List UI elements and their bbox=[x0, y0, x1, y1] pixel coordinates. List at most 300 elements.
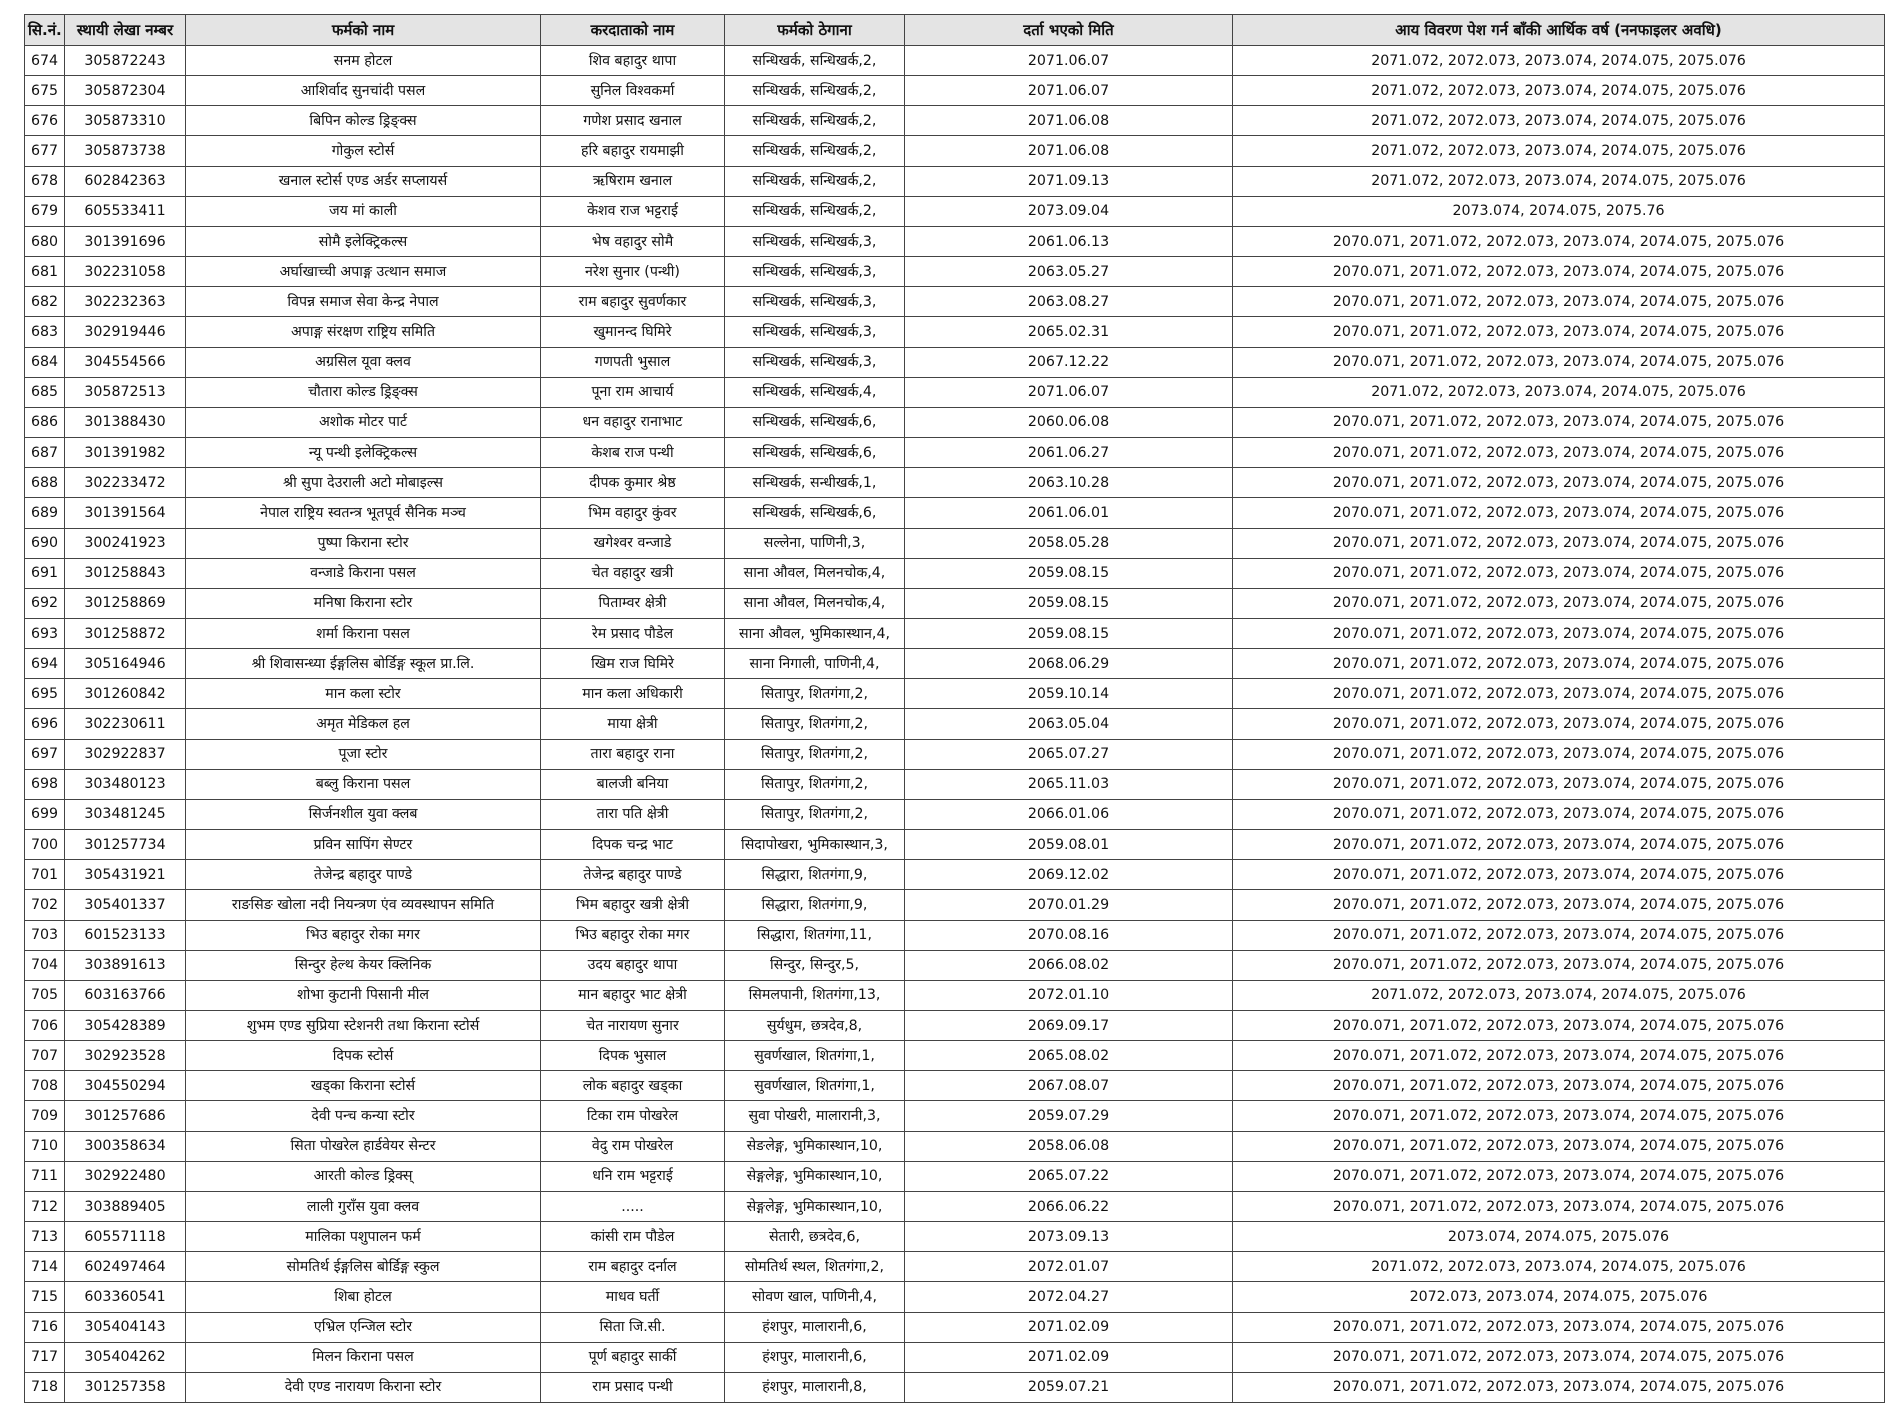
pan-cell: 302232363 bbox=[65, 287, 186, 317]
table-row bbox=[25, 558, 1885, 588]
pan-cell: 301258843 bbox=[65, 558, 186, 588]
serial-number-cell: 701 bbox=[25, 860, 65, 890]
firm-name-cell: श्री सुपा देउराली अटो मोबाइल्स bbox=[186, 468, 541, 498]
firm-address-cell: सितापुर, शितगंगा,2, bbox=[725, 679, 905, 709]
registration-date-cell: 2059.08.15 bbox=[905, 558, 1233, 588]
pending-fiscal-years-cell: 2073.074, 2074.075, 2075.76 bbox=[1233, 196, 1885, 226]
firm-name-cell: लाली गुराँस युवा क्लव bbox=[186, 1191, 541, 1221]
registration-date-cell: 2073.09.04 bbox=[905, 196, 1233, 226]
pending-fiscal-years-cell: 2070.071, 2071.072, 2072.073, 2073.074, 2074.075, 2075.076 bbox=[1233, 1041, 1885, 1071]
pending-fiscal-years-cell: 2070.071, 2071.072, 2072.073, 2073.074, 2074.075, 2075.076 bbox=[1233, 679, 1885, 709]
table-row bbox=[25, 1101, 1885, 1131]
pan-cell: 305404143 bbox=[65, 1312, 186, 1342]
pan-cell: 305431921 bbox=[65, 860, 186, 890]
firm-address-cell: सिमलपानी, शितगंगा,13, bbox=[725, 980, 905, 1010]
table-row bbox=[25, 407, 1885, 437]
serial-number-cell: 717 bbox=[25, 1342, 65, 1372]
pan-cell: 605533411 bbox=[65, 196, 186, 226]
firm-name-cell: सिन्दुर हेल्थ केयर क्लिनिक bbox=[186, 950, 541, 980]
pending-fiscal-years-cell: 2070.071, 2071.072, 2072.073, 2073.074, 2074.075, 2075.076 bbox=[1233, 558, 1885, 588]
pending-fiscal-years-cell: 2071.072, 2072.073, 2073.074, 2074.075, 2075.076 bbox=[1233, 166, 1885, 196]
serial-number-cell: 703 bbox=[25, 920, 65, 950]
registration-date-cell: 2063.10.28 bbox=[905, 468, 1233, 498]
firm-name-cell: सिता पोखरेल हार्डवेयर सेन्टर bbox=[186, 1131, 541, 1161]
table-row bbox=[25, 317, 1885, 347]
firm-name-cell: खनाल स्टोर्स एण्ड अर्डर सप्लायर्स bbox=[186, 166, 541, 196]
table-row bbox=[25, 860, 1885, 890]
serial-number-cell: 686 bbox=[25, 407, 65, 437]
serial-number-cell: 709 bbox=[25, 1101, 65, 1131]
firm-name-cell: वन्जाडे किराना पसल bbox=[186, 558, 541, 588]
pan-cell: 603360541 bbox=[65, 1282, 186, 1312]
serial-number-cell: 687 bbox=[25, 438, 65, 468]
table-row bbox=[25, 438, 1885, 468]
pan-cell: 305873310 bbox=[65, 106, 186, 136]
firm-name-cell: सोमै इलेक्ट्रिकल्स bbox=[186, 226, 541, 256]
firm-address-cell: सोवण खाल, पाणिनी,4, bbox=[725, 1282, 905, 1312]
non-filer-table bbox=[24, 14, 1885, 1403]
pending-fiscal-years-cell: 2070.071, 2071.072, 2072.073, 2073.074, 2074.075, 2075.076 bbox=[1233, 588, 1885, 618]
taxpayer-name-cell: केशव राज भट्टराई bbox=[541, 196, 725, 226]
serial-number-cell: 690 bbox=[25, 528, 65, 558]
firm-name-cell: तेजेन्द्र बहादुर पाण्डे bbox=[186, 860, 541, 890]
pending-fiscal-years-cell: 2071.072, 2072.073, 2073.074, 2074.075, 2075.076 bbox=[1233, 76, 1885, 106]
table-row bbox=[25, 1282, 1885, 1312]
pan-cell: 302922480 bbox=[65, 1161, 186, 1191]
pan-cell: 302922837 bbox=[65, 739, 186, 769]
header-row bbox=[25, 15, 1885, 46]
pending-fiscal-years-cell: 2072.073, 2073.074, 2074.075, 2075.076 bbox=[1233, 1282, 1885, 1312]
firm-name-cell: बब्लु किराना पसल bbox=[186, 769, 541, 799]
taxpayer-name-cell: ..... bbox=[541, 1191, 725, 1221]
registration-date-cell: 2065.07.22 bbox=[905, 1161, 1233, 1191]
firm-address-cell: सन्धिखर्क, सन्धिखर्क,3, bbox=[725, 347, 905, 377]
serial-number-cell: 715 bbox=[25, 1282, 65, 1312]
firm-address-cell: साना औवल, मिलनचोक,4, bbox=[725, 588, 905, 618]
firm-address-cell: हंशपुर, मालारानी,6, bbox=[725, 1312, 905, 1342]
serial-number-cell: 713 bbox=[25, 1222, 65, 1252]
serial-number-cell: 705 bbox=[25, 980, 65, 1010]
registration-date-cell: 2060.06.08 bbox=[905, 407, 1233, 437]
registration-date-cell: 2065.02.31 bbox=[905, 317, 1233, 347]
firm-name-cell: विपन्न समाज सेवा केन्द्र नेपाल bbox=[186, 287, 541, 317]
serial-number-cell: 680 bbox=[25, 226, 65, 256]
firm-address-cell: सन्धिखर्क, सन्धिखर्क,2, bbox=[725, 136, 905, 166]
firm-address-cell: सन्धिखर्क, सन्धिखर्क,6, bbox=[725, 407, 905, 437]
firm-name-cell: देवी एण्ड नारायण किराना स्टोर bbox=[186, 1372, 541, 1402]
firm-address-cell: सन्धिखर्क, सन्धिखर्क,2, bbox=[725, 76, 905, 106]
registration-date-cell: 2072.04.27 bbox=[905, 1282, 1233, 1312]
taxpayer-name-cell: सिता जि.सी. bbox=[541, 1312, 725, 1342]
registration-date-cell: 2061.06.13 bbox=[905, 226, 1233, 256]
taxpayer-name-cell: खिम राज घिमिरे bbox=[541, 649, 725, 679]
pan-cell: 301391982 bbox=[65, 438, 186, 468]
table-row bbox=[25, 769, 1885, 799]
firm-name-cell: श्री शिवासन्ध्या ईङ्गलिस बोर्डिङ्ग स्कूल प्रा.लि. bbox=[186, 649, 541, 679]
taxpayer-name-cell: भेष वहादुर सोमै bbox=[541, 226, 725, 256]
registration-date-cell: 2059.08.15 bbox=[905, 588, 1233, 618]
table-row bbox=[25, 287, 1885, 317]
registration-date-cell: 2059.08.15 bbox=[905, 618, 1233, 648]
pan-cell: 303889405 bbox=[65, 1191, 186, 1221]
serial-number-cell: 708 bbox=[25, 1071, 65, 1101]
pan-cell: 302919446 bbox=[65, 317, 186, 347]
firm-address-cell: सन्धिखर्क, सन्धिखर्क,3, bbox=[725, 257, 905, 287]
pan-cell: 305164946 bbox=[65, 649, 186, 679]
firm-name-cell: देवी पन्च कन्या स्टोर bbox=[186, 1101, 541, 1131]
table-row bbox=[25, 1312, 1885, 1342]
pending-fiscal-years-cell: 2070.071, 2071.072, 2072.073, 2073.074, 2074.075, 2075.076 bbox=[1233, 1101, 1885, 1131]
pan-cell: 301258872 bbox=[65, 618, 186, 648]
registration-date-cell: 2063.08.27 bbox=[905, 287, 1233, 317]
firm-address-cell: सन्धिखर्क, सन्धिखर्क,3, bbox=[725, 317, 905, 347]
taxpayer-name-cell: कांसी राम पौडेल bbox=[541, 1222, 725, 1252]
serial-number-cell: 677 bbox=[25, 136, 65, 166]
serial-number-cell: 679 bbox=[25, 196, 65, 226]
serial-number-cell: 695 bbox=[25, 679, 65, 709]
registration-date-cell: 2061.06.27 bbox=[905, 438, 1233, 468]
pan-cell: 305872513 bbox=[65, 377, 186, 407]
taxpayer-name-cell: राम बहादुर दर्नाल bbox=[541, 1252, 725, 1282]
table-row bbox=[25, 588, 1885, 618]
registration-date-cell: 2071.06.08 bbox=[905, 106, 1233, 136]
firm-address-cell: सितापुर, शितगंगा,2, bbox=[725, 769, 905, 799]
header-pending-fiscal-years: आय विवरण पेश गर्न बाँकी आर्थिक वर्ष (ननफाइलर अवधि) bbox=[1233, 15, 1885, 46]
firm-address-cell: सिदापोखरा, भुमिकास्थान,3, bbox=[725, 830, 905, 860]
serial-number-cell: 696 bbox=[25, 709, 65, 739]
firm-name-cell: पूजा स्टोर bbox=[186, 739, 541, 769]
registration-date-cell: 2071.06.07 bbox=[905, 46, 1233, 76]
firm-address-cell: सोमतिर्थ स्थल, शितगंगा,2, bbox=[725, 1252, 905, 1282]
firm-address-cell: सितापुर, शितगंगा,2, bbox=[725, 709, 905, 739]
pending-fiscal-years-cell: 2070.071, 2071.072, 2072.073, 2073.074, 2074.075, 2075.076 bbox=[1233, 468, 1885, 498]
registration-date-cell: 2065.07.27 bbox=[905, 739, 1233, 769]
pending-fiscal-years-cell: 2070.071, 2071.072, 2072.073, 2073.074, 2074.075, 2075.076 bbox=[1233, 830, 1885, 860]
pending-fiscal-years-cell: 2070.071, 2071.072, 2072.073, 2073.074, 2074.075, 2075.076 bbox=[1233, 1071, 1885, 1101]
pending-fiscal-years-cell: 2071.072, 2072.073, 2073.074, 2074.075, 2075.076 bbox=[1233, 106, 1885, 136]
firm-address-cell: साना औवल, भुमिकास्थान,4, bbox=[725, 618, 905, 648]
table-row bbox=[25, 226, 1885, 256]
pending-fiscal-years-cell: 2071.072, 2072.073, 2073.074, 2074.075, 2075.076 bbox=[1233, 136, 1885, 166]
firm-address-cell: सन्धिखर्क, सन्धिखर्क,3, bbox=[725, 226, 905, 256]
table-row bbox=[25, 468, 1885, 498]
registration-date-cell: 2071.06.07 bbox=[905, 377, 1233, 407]
serial-number-cell: 711 bbox=[25, 1161, 65, 1191]
serial-number-cell: 714 bbox=[25, 1252, 65, 1282]
firm-address-cell: सन्धिखर्क, सन्धिखर्क,2, bbox=[725, 196, 905, 226]
firm-address-cell: हंशपुर, मालारानी,6, bbox=[725, 1342, 905, 1372]
firm-address-cell: हंशपुर, मालारानी,8, bbox=[725, 1372, 905, 1402]
pending-fiscal-years-cell: 2070.071, 2071.072, 2072.073, 2073.074, 2074.075, 2075.076 bbox=[1233, 950, 1885, 980]
registration-date-cell: 2063.05.27 bbox=[905, 257, 1233, 287]
registration-date-cell: 2063.05.04 bbox=[905, 709, 1233, 739]
pan-cell: 304550294 bbox=[65, 1071, 186, 1101]
table-row bbox=[25, 679, 1885, 709]
taxpayer-name-cell: खगेश्वर वन्जाडे bbox=[541, 528, 725, 558]
firm-name-cell: आरती कोल्ड ड्रिक्स् bbox=[186, 1161, 541, 1191]
table-row bbox=[25, 950, 1885, 980]
firm-address-cell: सिद्धारा, शितगंगा,11, bbox=[725, 920, 905, 950]
registration-date-cell: 2066.08.02 bbox=[905, 950, 1233, 980]
registration-date-cell: 2073.09.13 bbox=[905, 1222, 1233, 1252]
table-row bbox=[25, 377, 1885, 407]
registration-date-cell: 2070.08.16 bbox=[905, 920, 1233, 950]
pending-fiscal-years-cell: 2070.071, 2071.072, 2072.073, 2073.074, 2074.075, 2075.076 bbox=[1233, 407, 1885, 437]
pan-cell: 301391696 bbox=[65, 226, 186, 256]
taxpayer-name-cell: तारा बहादुर राना bbox=[541, 739, 725, 769]
taxpayer-name-cell: माया क्षेत्री bbox=[541, 709, 725, 739]
serial-number-cell: 716 bbox=[25, 1312, 65, 1342]
taxpayer-name-cell: पूर्ण बहादुर सार्की bbox=[541, 1342, 725, 1372]
registration-date-cell: 2058.05.28 bbox=[905, 528, 1233, 558]
pending-fiscal-years-cell: 2070.071, 2071.072, 2072.073, 2073.074, 2074.075, 2075.076 bbox=[1233, 498, 1885, 528]
pending-fiscal-years-cell: 2070.071, 2071.072, 2072.073, 2073.074, 2074.075, 2075.076 bbox=[1233, 1372, 1885, 1402]
taxpayer-name-cell: राम बहादुर सुवर्णकार bbox=[541, 287, 725, 317]
firm-address-cell: सिद्धारा, शितगंगा,9, bbox=[725, 890, 905, 920]
pending-fiscal-years-cell: 2070.071, 2071.072, 2072.073, 2073.074, 2074.075, 2075.076 bbox=[1233, 860, 1885, 890]
serial-number-cell: 692 bbox=[25, 588, 65, 618]
taxpayer-name-cell: मान बहादुर भाट क्षेत्री bbox=[541, 980, 725, 1010]
registration-date-cell: 2059.07.29 bbox=[905, 1101, 1233, 1131]
firm-name-cell: जय मां काली bbox=[186, 196, 541, 226]
firm-address-cell: सन्धिखर्क, सन्धिखर्क,6, bbox=[725, 438, 905, 468]
pan-cell: 303891613 bbox=[65, 950, 186, 980]
taxpayer-name-cell: धन वहादुर रानाभाट bbox=[541, 407, 725, 437]
pending-fiscal-years-cell: 2070.071, 2071.072, 2072.073, 2073.074, 2074.075, 2075.076 bbox=[1233, 799, 1885, 829]
table-row bbox=[25, 1011, 1885, 1041]
pending-fiscal-years-cell: 2070.071, 2071.072, 2072.073, 2073.074, 2074.075, 2075.076 bbox=[1233, 1312, 1885, 1342]
taxpayer-name-cell: तारा पति क्षेत्री bbox=[541, 799, 725, 829]
firm-address-cell: सन्धिखर्क, सन्धिखर्क,2, bbox=[725, 166, 905, 196]
serial-number-cell: 698 bbox=[25, 769, 65, 799]
registration-date-cell: 2069.09.17 bbox=[905, 1011, 1233, 1041]
taxpayer-name-cell: दीपक कुमार श्रेष्ठ bbox=[541, 468, 725, 498]
taxpayer-name-cell: सुनिल विश्वकर्मा bbox=[541, 76, 725, 106]
registration-date-cell: 2071.06.07 bbox=[905, 76, 1233, 106]
table-row bbox=[25, 46, 1885, 76]
serial-number-cell: 718 bbox=[25, 1372, 65, 1402]
table-row bbox=[25, 1252, 1885, 1282]
table-row bbox=[25, 890, 1885, 920]
taxpayer-name-cell: पिताम्वर क्षेत्री bbox=[541, 588, 725, 618]
registration-date-cell: 2071.02.09 bbox=[905, 1342, 1233, 1372]
taxpayer-name-cell: चेत नारायण सुनार bbox=[541, 1011, 725, 1041]
pending-fiscal-years-cell: 2070.071, 2071.072, 2072.073, 2073.074, 2074.075, 2075.076 bbox=[1233, 287, 1885, 317]
registration-date-cell: 2059.07.21 bbox=[905, 1372, 1233, 1402]
table-row bbox=[25, 1372, 1885, 1402]
serial-number-cell: 681 bbox=[25, 257, 65, 287]
firm-name-cell: अशोक मोटर पार्ट bbox=[186, 407, 541, 437]
pending-fiscal-years-cell: 2070.071, 2071.072, 2072.073, 2073.074, 2074.075, 2075.076 bbox=[1233, 317, 1885, 347]
serial-number-cell: 704 bbox=[25, 950, 65, 980]
serial-number-cell: 706 bbox=[25, 1011, 65, 1041]
firm-address-cell: सेङलेङ्ग, भुमिकास्थान,10, bbox=[725, 1131, 905, 1161]
pending-fiscal-years-cell: 2070.071, 2071.072, 2072.073, 2073.074, 2074.075, 2075.076 bbox=[1233, 1011, 1885, 1041]
firm-address-cell: सन्धिखर्क, सन्धीखर्क,1, bbox=[725, 468, 905, 498]
pan-cell: 305872304 bbox=[65, 76, 186, 106]
registration-date-cell: 2061.06.01 bbox=[905, 498, 1233, 528]
serial-number-cell: 710 bbox=[25, 1131, 65, 1161]
pan-cell: 305872243 bbox=[65, 46, 186, 76]
taxpayer-name-cell: शिव बहादुर थापा bbox=[541, 46, 725, 76]
table-row bbox=[25, 257, 1885, 287]
pending-fiscal-years-cell: 2070.071, 2071.072, 2072.073, 2073.074, 2074.075, 2075.076 bbox=[1233, 257, 1885, 287]
pan-cell: 303480123 bbox=[65, 769, 186, 799]
serial-number-cell: 712 bbox=[25, 1191, 65, 1221]
firm-name-cell: अमृत मेडिकल हल bbox=[186, 709, 541, 739]
pending-fiscal-years-cell: 2070.071, 2071.072, 2072.073, 2073.074, 2074.075, 2075.076 bbox=[1233, 1191, 1885, 1221]
header-serial-number: सि.नं. bbox=[25, 15, 65, 46]
pan-cell: 301260842 bbox=[65, 679, 186, 709]
table-row bbox=[25, 1222, 1885, 1252]
firm-name-cell: भिउ बहादुर रोका मगर bbox=[186, 920, 541, 950]
pan-cell: 303481245 bbox=[65, 799, 186, 829]
table-row bbox=[25, 136, 1885, 166]
firm-name-cell: सनम होटल bbox=[186, 46, 541, 76]
pan-cell: 603163766 bbox=[65, 980, 186, 1010]
registration-date-cell: 2071.02.09 bbox=[905, 1312, 1233, 1342]
pan-cell: 305873738 bbox=[65, 136, 186, 166]
serial-number-cell: 691 bbox=[25, 558, 65, 588]
serial-number-cell: 693 bbox=[25, 618, 65, 648]
pan-cell: 305404262 bbox=[65, 1342, 186, 1372]
pan-cell: 602842363 bbox=[65, 166, 186, 196]
serial-number-cell: 682 bbox=[25, 287, 65, 317]
pan-cell: 301391564 bbox=[65, 498, 186, 528]
firm-name-cell: अपाङ्ग संरक्षण राष्ट्रिय समिति bbox=[186, 317, 541, 347]
taxpayer-name-cell: मान कला अधिकारी bbox=[541, 679, 725, 709]
firm-name-cell: दिपक स्टोर्स bbox=[186, 1041, 541, 1071]
table-row bbox=[25, 920, 1885, 950]
serial-number-cell: 707 bbox=[25, 1041, 65, 1071]
table-row bbox=[25, 1191, 1885, 1221]
firm-name-cell: बिपिन कोल्ड ड्रिङ्क्स bbox=[186, 106, 541, 136]
firm-name-cell: अर्घाखाच्ची अपाङ्ग उत्थान समाज bbox=[186, 257, 541, 287]
registration-date-cell: 2059.08.01 bbox=[905, 830, 1233, 860]
taxpayer-name-cell: खुमानन्द घिमिरे bbox=[541, 317, 725, 347]
firm-name-cell: चौतारा कोल्ड ड्रिङ्क्स bbox=[186, 377, 541, 407]
pan-cell: 301258869 bbox=[65, 588, 186, 618]
pending-fiscal-years-cell: 2070.071, 2071.072, 2072.073, 2073.074, 2074.075, 2075.076 bbox=[1233, 709, 1885, 739]
registration-date-cell: 2065.11.03 bbox=[905, 769, 1233, 799]
taxpayer-name-cell: हरि बहादुर रायमाझी bbox=[541, 136, 725, 166]
pending-fiscal-years-cell: 2070.071, 2071.072, 2072.073, 2073.074, 2074.075, 2075.076 bbox=[1233, 1161, 1885, 1191]
pan-cell: 300241923 bbox=[65, 528, 186, 558]
table-row bbox=[25, 166, 1885, 196]
taxpayer-name-cell: गणपती भुसाल bbox=[541, 347, 725, 377]
serial-number-cell: 700 bbox=[25, 830, 65, 860]
serial-number-cell: 683 bbox=[25, 317, 65, 347]
firm-name-cell: प्रविन सापिंग सेण्टर bbox=[186, 830, 541, 860]
firm-address-cell: सुर्यधुम, छत्रदेव,8, bbox=[725, 1011, 905, 1041]
pending-fiscal-years-cell: 2071.072, 2072.073, 2073.074, 2074.075, 2075.076 bbox=[1233, 46, 1885, 76]
pan-cell: 305401337 bbox=[65, 890, 186, 920]
registration-date-cell: 2065.08.02 bbox=[905, 1041, 1233, 1071]
table-row bbox=[25, 1161, 1885, 1191]
firm-address-cell: सन्धिखर्क, सन्धिखर्क,6, bbox=[725, 498, 905, 528]
firm-name-cell: आशिर्वाद सुनचांदी पसल bbox=[186, 76, 541, 106]
firm-name-cell: शिबा होटल bbox=[186, 1282, 541, 1312]
pending-fiscal-years-cell: 2070.071, 2071.072, 2072.073, 2073.074, 2074.075, 2075.076 bbox=[1233, 438, 1885, 468]
taxpayer-name-cell: केशब राज पन्थी bbox=[541, 438, 725, 468]
firm-name-cell: नेपाल राष्ट्रिय स्वतन्त्र भूतपूर्व सैनिक मञ्च bbox=[186, 498, 541, 528]
taxpayer-name-cell: भिम वहादुर कुंवर bbox=[541, 498, 725, 528]
firm-address-cell: सुवा पोखरी, मालारानी,3, bbox=[725, 1101, 905, 1131]
pan-cell: 302233472 bbox=[65, 468, 186, 498]
taxpayer-name-cell: नरेश सुनार (पन्थी) bbox=[541, 257, 725, 287]
firm-name-cell: खड्का किराना स्टोर्स bbox=[186, 1071, 541, 1101]
registration-date-cell: 2058.06.08 bbox=[905, 1131, 1233, 1161]
firm-address-cell: सन्धिखर्क, सन्धिखर्क,4, bbox=[725, 377, 905, 407]
table-row bbox=[25, 709, 1885, 739]
pan-cell: 301257358 bbox=[65, 1372, 186, 1402]
taxpayer-name-cell: दिपक चन्द्र भाट bbox=[541, 830, 725, 860]
firm-address-cell: सिद्धारा, शितगंगा,9, bbox=[725, 860, 905, 890]
firm-address-cell: साना औवल, मिलनचोक,4, bbox=[725, 558, 905, 588]
serial-number-cell: 699 bbox=[25, 799, 65, 829]
taxpayer-name-cell: भिम बहादुर खत्री क्षेत्री bbox=[541, 890, 725, 920]
table-row bbox=[25, 76, 1885, 106]
firm-name-cell: सिर्जनशील युवा क्लब bbox=[186, 799, 541, 829]
registration-date-cell: 2066.01.06 bbox=[905, 799, 1233, 829]
taxpayer-name-cell: राम प्रसाद पन्थी bbox=[541, 1372, 725, 1402]
registration-date-cell: 2071.06.08 bbox=[905, 136, 1233, 166]
pending-fiscal-years-cell: 2070.071, 2071.072, 2072.073, 2073.074, 2074.075, 2075.076 bbox=[1233, 347, 1885, 377]
taxpayer-name-cell: दिपक भुसाल bbox=[541, 1041, 725, 1071]
taxpayer-name-cell: पूना राम आचार्य bbox=[541, 377, 725, 407]
pan-cell: 605571118 bbox=[65, 1222, 186, 1252]
taxpayer-name-cell: माधव घर्ती bbox=[541, 1282, 725, 1312]
table-row bbox=[25, 1041, 1885, 1071]
registration-date-cell: 2070.01.29 bbox=[905, 890, 1233, 920]
firm-address-cell: सन्धिखर्क, सन्धिखर्क,3, bbox=[725, 287, 905, 317]
firm-name-cell: गोकुल स्टोर्स bbox=[186, 136, 541, 166]
pending-fiscal-years-cell: 2071.072, 2072.073, 2073.074, 2074.075, 2075.076 bbox=[1233, 980, 1885, 1010]
taxpayer-name-cell: बालजी बनिया bbox=[541, 769, 725, 799]
serial-number-cell: 688 bbox=[25, 468, 65, 498]
header-firm-name: फर्मको नाम bbox=[186, 15, 541, 46]
firm-address-cell: सुवर्णखाल, शितगंगा,1, bbox=[725, 1041, 905, 1071]
registration-date-cell: 2069.12.02 bbox=[905, 860, 1233, 890]
pending-fiscal-years-cell: 2070.071, 2071.072, 2072.073, 2073.074, 2074.075, 2075.076 bbox=[1233, 226, 1885, 256]
table-row bbox=[25, 1342, 1885, 1372]
registration-date-cell: 2066.06.22 bbox=[905, 1191, 1233, 1221]
firm-name-cell: राङसिङ खोला नदी नियन्त्रण एंव व्यवस्थापन समिति bbox=[186, 890, 541, 920]
table-row bbox=[25, 830, 1885, 860]
firm-name-cell: मालिका पशुपालन फर्म bbox=[186, 1222, 541, 1252]
table-row bbox=[25, 739, 1885, 769]
table-row bbox=[25, 799, 1885, 829]
taxpayer-name-cell: टिका राम पोखरेल bbox=[541, 1101, 725, 1131]
pending-fiscal-years-cell: 2073.074, 2074.075, 2075.076 bbox=[1233, 1222, 1885, 1252]
firm-name-cell: मिलन किराना पसल bbox=[186, 1342, 541, 1372]
table-row bbox=[25, 528, 1885, 558]
pan-cell: 302231058 bbox=[65, 257, 186, 287]
taxpayer-name-cell: भिउ बहादुर रोका मगर bbox=[541, 920, 725, 950]
pending-fiscal-years-cell: 2070.071, 2071.072, 2072.073, 2073.074, 2074.075, 2075.076 bbox=[1233, 739, 1885, 769]
pan-cell: 301257734 bbox=[65, 830, 186, 860]
serial-number-cell: 678 bbox=[25, 166, 65, 196]
serial-number-cell: 684 bbox=[25, 347, 65, 377]
registration-date-cell: 2072.01.10 bbox=[905, 980, 1233, 1010]
firm-name-cell: मान कला स्टोर bbox=[186, 679, 541, 709]
serial-number-cell: 674 bbox=[25, 46, 65, 76]
taxpayer-name-cell: लोक बहादुर खड्का bbox=[541, 1071, 725, 1101]
serial-number-cell: 689 bbox=[25, 498, 65, 528]
firm-name-cell: पुष्पा किराना स्टोर bbox=[186, 528, 541, 558]
serial-number-cell: 694 bbox=[25, 649, 65, 679]
pan-cell: 305428389 bbox=[65, 1011, 186, 1041]
